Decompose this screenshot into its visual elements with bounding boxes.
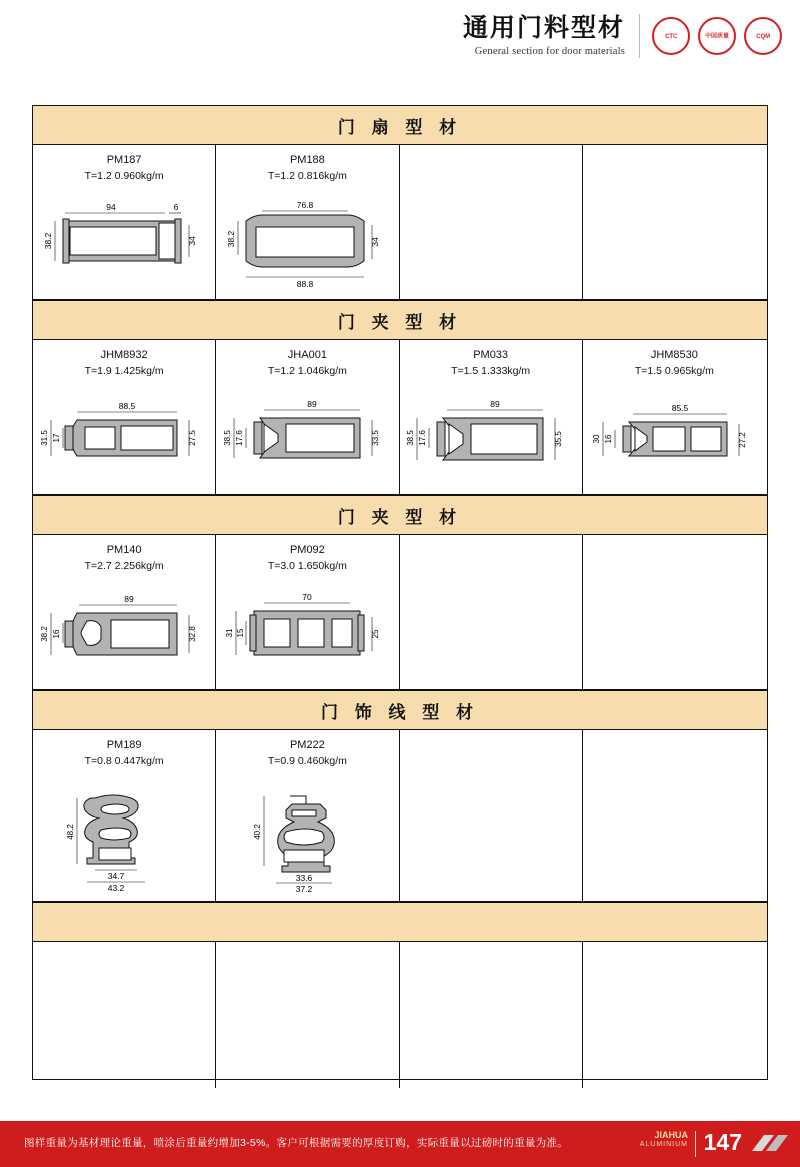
profile-cell-empty-3-4	[583, 535, 766, 689]
profile-cell-empty-3-3	[400, 535, 583, 689]
profile-spec: T=0.8 0.447kg/m	[84, 754, 164, 767]
profile-code: JHM8530	[650, 349, 698, 361]
profile-code: PM222	[289, 739, 325, 751]
profile-cell-empty-5-2	[216, 942, 399, 1088]
profile-code: PM187	[106, 154, 142, 166]
dim-top: 89	[123, 594, 134, 604]
dim-left: 31	[224, 628, 234, 638]
dim-right: 27.5	[187, 430, 197, 446]
dim-bottom2: 43.2	[107, 883, 124, 893]
profile-spec: T=1.2 1.046kg/m	[267, 364, 347, 377]
cert-badge-1-label: CTC	[664, 33, 678, 39]
profile-cell-pm189	[33, 730, 216, 901]
dim-right: 33.5	[370, 430, 380, 446]
profile-cell-empty-4-4	[583, 730, 766, 901]
profile-cell-jhm8932	[33, 340, 216, 494]
dim-right: 34	[369, 237, 380, 247]
dim-right: 25	[370, 629, 380, 639]
table-row	[33, 535, 767, 690]
dim-right: 35.5	[554, 431, 564, 447]
dim-left2: 15	[235, 628, 245, 638]
profile-code: PM188	[289, 154, 325, 166]
dim-top: 76.8	[296, 200, 314, 210]
footer-note: 图样重量为基材理论重量，喷涂后重量约增加3-5%。客户可根据需要的厚度订购，实际重量以过磅时的重量为准。	[24, 1137, 569, 1149]
profile-drawing-pm189	[33, 776, 215, 897]
profile-code: JHM8932	[100, 349, 148, 361]
profile-table	[32, 105, 768, 1080]
dim-top: 85.5	[671, 403, 689, 413]
section-header-4: 门 饰 线 型 材	[33, 690, 767, 730]
dim-bottom: 88.8	[296, 279, 314, 289]
dim-left2: 17.6	[234, 430, 244, 446]
dim-left2: 16	[603, 434, 613, 444]
profile-cell-jha001	[216, 340, 399, 494]
profile-cell-jhm8530	[583, 340, 766, 494]
section-header-3: 门 夹 型 材	[33, 495, 767, 535]
dim-top: 88.5	[118, 401, 135, 411]
table-row	[33, 730, 767, 902]
profile-cell-pm188	[216, 145, 399, 299]
profile-spec: T=3.0 1.650kg/m	[267, 559, 347, 572]
profile-drawing-jhm8932	[33, 386, 215, 490]
footer-brand-sub: ALUMINIUM	[639, 1140, 688, 1148]
table-row	[33, 942, 767, 1088]
section-header-5	[33, 902, 767, 942]
dim-left: 38.5	[406, 430, 416, 446]
profile-cell-empty-1-4	[583, 145, 766, 299]
header-divider	[639, 14, 640, 58]
dim-left: 30	[591, 434, 601, 444]
dim-left: 38.2	[39, 626, 49, 642]
profile-code: PM189	[106, 739, 142, 751]
dim-bottom: 33.6	[295, 873, 313, 883]
dim-bottom2: 37.2	[295, 884, 313, 894]
cert-badge-1-icon	[652, 17, 690, 55]
profile-drawing-pm092	[216, 581, 398, 685]
profile-code: JHA001	[287, 349, 327, 361]
table-row	[33, 145, 767, 300]
dim-top: 89	[490, 399, 500, 409]
cert-badge-3-icon	[744, 17, 782, 55]
profile-spec: T=1.9 1.425kg/m	[84, 364, 164, 377]
dim-left2: 16	[51, 629, 61, 639]
profile-cell-empty-1-3	[400, 145, 583, 299]
cert-badge-2-label: 中国质量	[705, 33, 729, 40]
dim-top: 70	[302, 592, 312, 602]
dim-left2: 17	[51, 433, 61, 443]
dim-left: 40.2	[252, 824, 262, 840]
page-footer	[0, 1121, 800, 1167]
profile-drawing-jhm8530	[583, 386, 766, 490]
profile-cell-pm222	[216, 730, 399, 901]
footer-brand-name: JIAHUA	[654, 1130, 688, 1140]
page-header	[0, 0, 800, 86]
section-header-1: 门 扇 型 材	[33, 106, 767, 145]
footer-brand	[640, 1130, 688, 1149]
dim-right: 32.8	[187, 626, 197, 642]
footer-divider	[695, 1131, 696, 1157]
dim-bottom: 34.7	[107, 871, 124, 881]
profile-code: PM033	[473, 349, 509, 361]
dim-right: 27.2	[737, 432, 747, 448]
profile-drawing-pm187	[33, 191, 215, 295]
profile-cell-empty-5-4	[583, 942, 766, 1088]
dim-left: 38.2	[225, 230, 236, 248]
dim-left: 48.2	[65, 824, 75, 840]
profile-cell-pm033	[400, 340, 583, 494]
profile-drawing-pm188	[216, 191, 398, 295]
profile-code: PM092	[289, 544, 325, 556]
dim-left: 38.2	[42, 232, 53, 250]
dim-left2: 17.6	[418, 430, 428, 446]
table-row	[33, 340, 767, 495]
profile-cell-empty-4-3	[400, 730, 583, 901]
profile-drawing-pm222	[216, 776, 398, 897]
dim-top: 94	[105, 202, 116, 212]
cert-badge-2-icon	[698, 17, 736, 55]
profile-drawing-pm033	[400, 386, 582, 490]
profile-cell-empty-5-3	[400, 942, 583, 1088]
dim-top: 89	[307, 399, 317, 409]
page-subtitle: General section for door materials	[474, 46, 625, 58]
profile-cell-empty-5-1	[33, 942, 216, 1088]
dim-left: 31.5	[39, 430, 49, 446]
page-title: 通用门料型材	[462, 13, 625, 42]
profile-cell-pm187	[33, 145, 216, 299]
page-number: 147	[703, 1129, 742, 1155]
profile-cell-pm140	[33, 535, 216, 689]
profile-drawing-jha001	[216, 386, 398, 490]
profile-spec: T=1.2 0.816kg/m	[267, 169, 347, 182]
profile-spec: T=1.5 0.965kg/m	[634, 364, 714, 377]
profile-spec: T=2.7 2.256kg/m	[84, 559, 164, 572]
profile-cell-pm092	[216, 535, 399, 689]
profile-spec: T=0.9 0.460kg/m	[267, 754, 347, 767]
profile-code: PM140	[106, 544, 142, 556]
cert-badge-3-label: CQM	[756, 33, 770, 39]
dim-top2: 6	[173, 202, 178, 212]
section-header-2: 门 夹 型 材	[33, 300, 767, 340]
profile-spec: T=1.5 1.333kg/m	[451, 364, 531, 377]
brand-mark-icon	[748, 1131, 792, 1157]
profile-spec: T=1.2 0.960kg/m	[84, 169, 164, 182]
dim-right: 34	[186, 236, 197, 246]
profile-drawing-pm140	[33, 581, 215, 685]
certification-badges	[652, 17, 782, 55]
dim-left: 38.5	[222, 430, 232, 446]
